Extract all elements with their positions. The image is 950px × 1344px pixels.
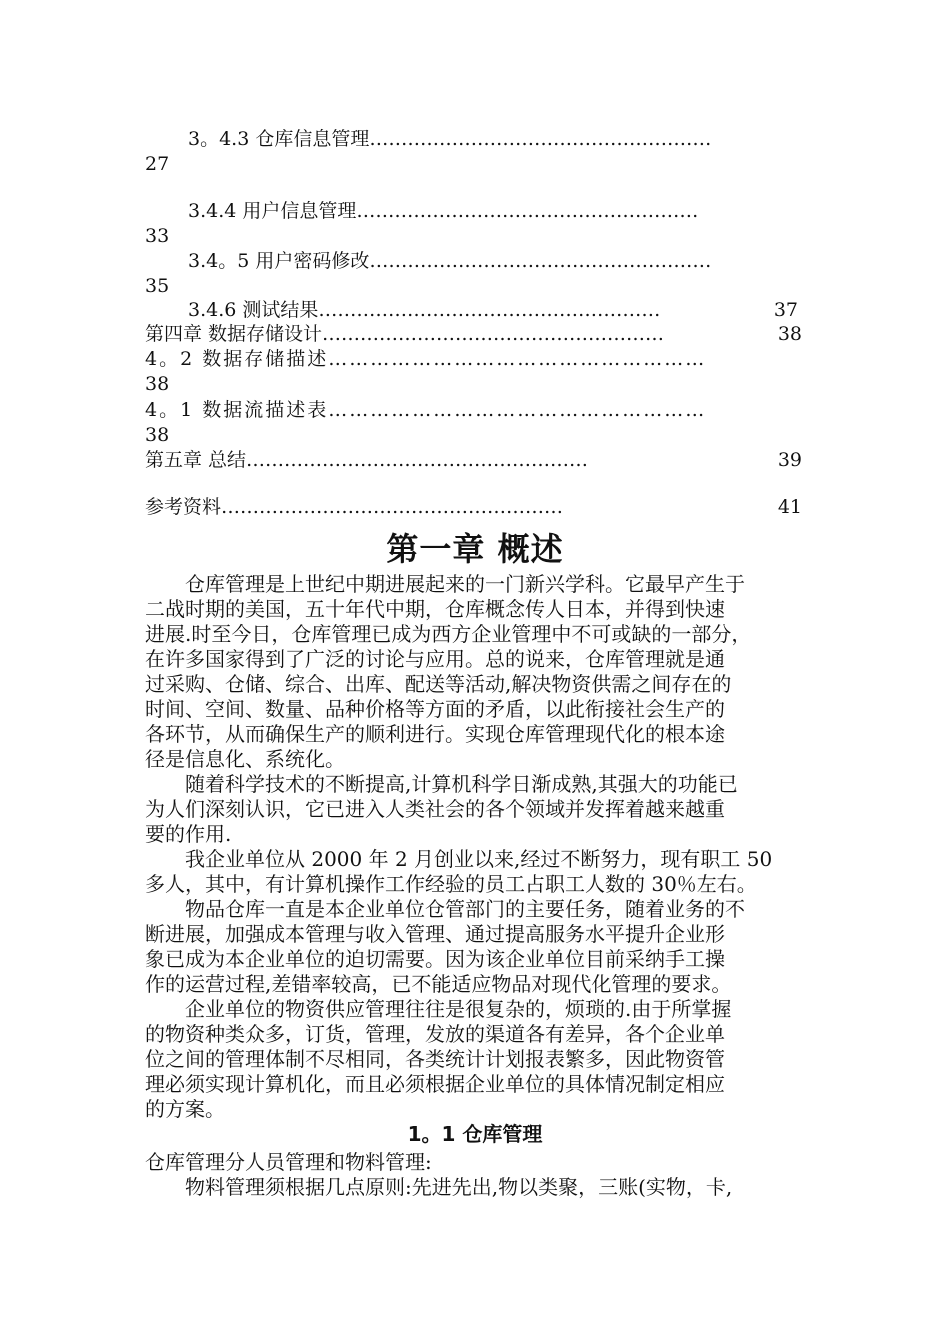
body-line: 要的作用. [145, 822, 232, 846]
toc-entry-text: 第五章 总结……………………………………………… [145, 449, 589, 471]
body-line: 的物资种类众多，订货，管理，发放的渠道各有差异，各个企业单 [145, 1022, 725, 1046]
toc-entry-text: 参考资料……………………………………………… [145, 496, 564, 518]
toc-entry-page: 33 [145, 225, 170, 247]
body-line: 随着科学技术的不断提高,计算机科学日渐成熟,其强大的功能已 [145, 772, 738, 796]
toc-entry-page: 41 [777, 496, 802, 518]
toc-entry-text: 3。4.3 仓库信息管理……………………………………………… [188, 128, 712, 150]
body-line: 断进展，加强成本管理与收入管理、通过提高服务水平提升企业形 [145, 922, 725, 946]
toc-entry-text: 3.4.4 用户信息管理……………………………………………… [188, 200, 699, 222]
toc-entry-text: 4。2 数据存储描述……………………………………………… [145, 348, 707, 370]
body-line: 在许多国家得到了广泛的讨论与应用。总的说来，仓库管理就是通 [145, 647, 725, 671]
toc-entry-page: 38 [145, 424, 170, 446]
body-line: 多人，其中，有计算机操作工作经验的员工占职工人数的 30％左右。 [145, 872, 757, 896]
toc-entry-page: 38 [145, 373, 170, 395]
body-line: 作的运营过程,差错率较高，已不能适应物品对现代化管理的要求。 [145, 972, 732, 996]
toc-entry-page: 38 [777, 323, 802, 345]
body-line: 象已成为本企业单位的迫切需要。因为该企业单位目前采纳手工操 [145, 947, 725, 971]
toc-entry-page: 39 [777, 449, 802, 471]
body-line: 二战时期的美国，五十年代中期，仓库概念传人日本，并得到快速 [145, 597, 725, 621]
body-line: 企业单位的物资供应管理往往是很复杂的，烦琐的.由于所掌握 [145, 997, 732, 1021]
toc-entry-text: 3.4.6 测试结果……………………………………………… [188, 299, 661, 321]
toc-entry-page: 37 [773, 299, 798, 321]
body-line: 为人们深刻认识，它已进入人类社会的各个领域并发挥着越来越重 [145, 797, 725, 821]
chapter-title: 第一章 概述 [386, 530, 564, 568]
body-line: 时间、空间、数量、品种价格等方面的矛盾，以此衔接社会生产的 [145, 697, 725, 721]
body-line: 物品仓库一直是本企业单位仓管部门的主要任务，随着业务的不 [145, 897, 745, 921]
body-line: 位之间的管理体制不尽相同，各类统计计划报表繁多，因此物资管 [145, 1047, 725, 1071]
toc-entry-text: 第四章 数据存储设计……………………………………………… [145, 323, 665, 345]
toc-entry-text: 4。1 数据流描述表……………………………………………… [145, 399, 707, 421]
body-line: 的方案。 [145, 1097, 225, 1121]
body-line: 各环节，从而确保生产的顺利进行。实现仓库管理现代化的根本途 [145, 722, 725, 746]
body-line: 仓库管理分人员管理和物料管理: [145, 1150, 432, 1174]
body-line: 物料管理须根据几点原则:先进先出,物以类聚，三账(实物，卡, [145, 1175, 733, 1199]
body-line: 理必须实现计算机化，而且必须根据企业单位的具体情况制定相应 [145, 1072, 725, 1096]
toc-entry-page: 27 [145, 153, 170, 175]
body-line: 径是信息化、系统化。 [145, 747, 345, 771]
body-line: 过采购、仓储、综合、出库、配送等活动,解决物资供需之间存在的 [145, 672, 732, 696]
body-line: 我企业单位从 2000 年 2 月创业以来,经过不断努力，现有职工 50 [145, 847, 773, 871]
section-title: 1。1 仓库管理 [407, 1122, 543, 1146]
toc-entry-text: 3.4。5 用户密码修改……………………………………………… [188, 250, 712, 272]
body-line: 仓库管理是上世纪中期进展起来的一门新兴学科。它最早产生于 [145, 572, 745, 596]
toc-entry-page: 35 [145, 275, 170, 297]
body-line: 进展.时至今日，仓库管理已成为西方企业管理中不可或缺的一部分， [145, 622, 752, 646]
